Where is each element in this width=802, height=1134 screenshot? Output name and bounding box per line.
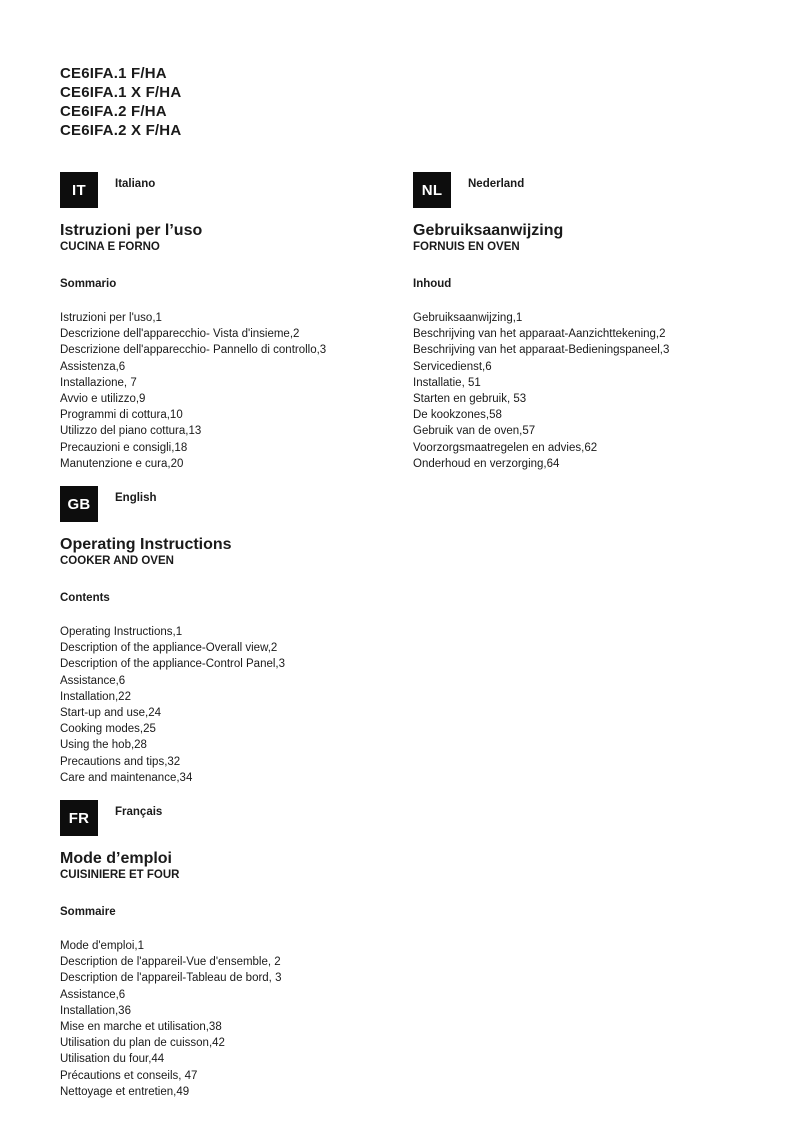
toc-item: Onderhoud en verzorging,64 xyxy=(413,457,560,470)
language-name-gb: English xyxy=(115,492,157,505)
toc-item: Installazione, 7 xyxy=(60,376,137,389)
contents-heading-nl: Inhoud xyxy=(413,278,452,290)
toc-item: Precautions and tips,32 xyxy=(60,755,181,768)
toc-item: Gebruik van de oven,57 xyxy=(413,425,536,438)
language-badge-fr: FR xyxy=(60,800,98,836)
contents-heading-fr: Sommaire xyxy=(60,906,116,919)
toc-item: Descrizione dell'apparecchio- Pannello di controllo,3 xyxy=(60,344,327,357)
table-of-contents-fr xyxy=(60,938,413,1100)
language-badge-it: IT xyxy=(60,172,98,208)
section-subtitle-gb: COOKER AND OVEN xyxy=(60,555,174,568)
toc-item: Description de l'appareil-Vue d'ensemble, 2 xyxy=(60,956,281,969)
language-header-fr xyxy=(60,800,413,836)
toc-item: Mode d'emploi,1 xyxy=(60,940,145,953)
left-column xyxy=(60,172,413,1114)
toc-item: Precauzioni e consigli,18 xyxy=(60,441,188,454)
toc-item: Mise en marche et utilisation,38 xyxy=(60,1021,222,1034)
toc-item: Installation,22 xyxy=(60,690,131,703)
model-number: CE6IFA.1 F/HA xyxy=(60,65,167,82)
toc-item: Utilizzo del piano cottura,13 xyxy=(60,425,202,438)
toc-item: Beschrijving van het apparaat-Bedieningspaneel,3 xyxy=(413,344,670,357)
toc-item: Installation,36 xyxy=(60,1004,131,1017)
toc-item: Description de l'appareil-Tableau de bord, 3 xyxy=(60,972,282,985)
section-italian xyxy=(60,172,413,472)
section-english xyxy=(60,486,413,786)
language-header-nl xyxy=(413,172,762,208)
table-of-contents-gb xyxy=(60,624,413,786)
language-header-it xyxy=(60,172,413,208)
toc-item: Description of the appliance-Overall view,2 xyxy=(60,642,278,655)
toc-item: Gebruiksaanwijzing,1 xyxy=(413,312,523,324)
section-subtitle-nl: FORNUIS EN OVEN xyxy=(413,241,520,253)
model-number: CE6IFA.2 F/HA xyxy=(60,103,167,120)
language-name-nl: Nederland xyxy=(468,178,525,190)
toc-item: Manutenzione e cura,20 xyxy=(60,457,184,470)
section-title-gb: Operating Instructions xyxy=(60,536,232,554)
toc-item: Using the hob,28 xyxy=(60,739,147,752)
toc-item: Start-up and use,24 xyxy=(60,707,162,720)
toc-item: De kookzones,58 xyxy=(413,409,502,422)
toc-item: Voorzorgsmaatregelen en advies,62 xyxy=(413,441,598,454)
toc-item: Utilisation du plan de cuisson,42 xyxy=(60,1037,225,1050)
contents-heading-gb: Contents xyxy=(60,592,110,605)
toc-item: Avvio e utilizzo,9 xyxy=(60,393,146,406)
toc-item: Care and maintenance,34 xyxy=(60,771,193,784)
toc-item: Nettoyage et entretien,49 xyxy=(60,1085,190,1098)
section-subtitle-fr: CUISINIERE ET FOUR xyxy=(60,869,180,882)
toc-item: Istruzioni per l'uso,1 xyxy=(60,312,162,324)
table-of-contents-nl xyxy=(413,310,762,472)
toc-item: Descrizione dell'apparecchio- Vista d'insieme,2 xyxy=(60,328,300,341)
toc-item: Installatie, 51 xyxy=(413,376,481,389)
toc-item: Programmi di cottura,10 xyxy=(60,409,183,422)
toc-item: Starten en gebruik, 53 xyxy=(413,393,527,406)
toc-item: Précautions et conseils, 47 xyxy=(60,1069,198,1082)
toc-item: Servicedienst,6 xyxy=(413,360,492,373)
table-of-contents-it xyxy=(60,310,413,472)
language-name-it: Italiano xyxy=(115,178,156,190)
model-numbers xyxy=(60,64,762,140)
section-subtitle-it: CUCINA E FORNO xyxy=(60,241,160,253)
section-title-fr: Mode d’emploi xyxy=(60,850,172,868)
toc-item: Assistance,6 xyxy=(60,988,126,1001)
section-french xyxy=(60,800,413,1100)
toc-item: Beschrijving van het apparaat-Aanzichttekening,2 xyxy=(413,328,666,341)
section-dutch xyxy=(413,172,762,472)
language-name-fr: Français xyxy=(115,806,163,819)
right-column xyxy=(413,172,762,1114)
language-badge-nl: NL xyxy=(413,172,451,208)
model-number: CE6IFA.1 X F/HA xyxy=(60,84,182,101)
toc-item: Description of the appliance-Control Panel,3 xyxy=(60,658,286,671)
toc-item: Utilisation du four,44 xyxy=(60,1053,165,1066)
toc-item: Cooking modes,25 xyxy=(60,723,156,736)
toc-item: Operating Instructions,1 xyxy=(60,626,183,639)
section-title-nl: Gebruiksaanwijzing xyxy=(413,222,564,239)
two-column-layout xyxy=(60,172,762,1114)
language-badge-gb: GB xyxy=(60,486,98,522)
language-header-gb xyxy=(60,486,413,522)
contents-heading-it: Sommario xyxy=(60,278,117,290)
section-title-it: Istruzioni per l’uso xyxy=(60,222,203,239)
toc-item: Assistance,6 xyxy=(60,674,126,687)
toc-item: Assistenza,6 xyxy=(60,360,126,373)
model-number: CE6IFA.2 X F/HA xyxy=(60,122,182,139)
